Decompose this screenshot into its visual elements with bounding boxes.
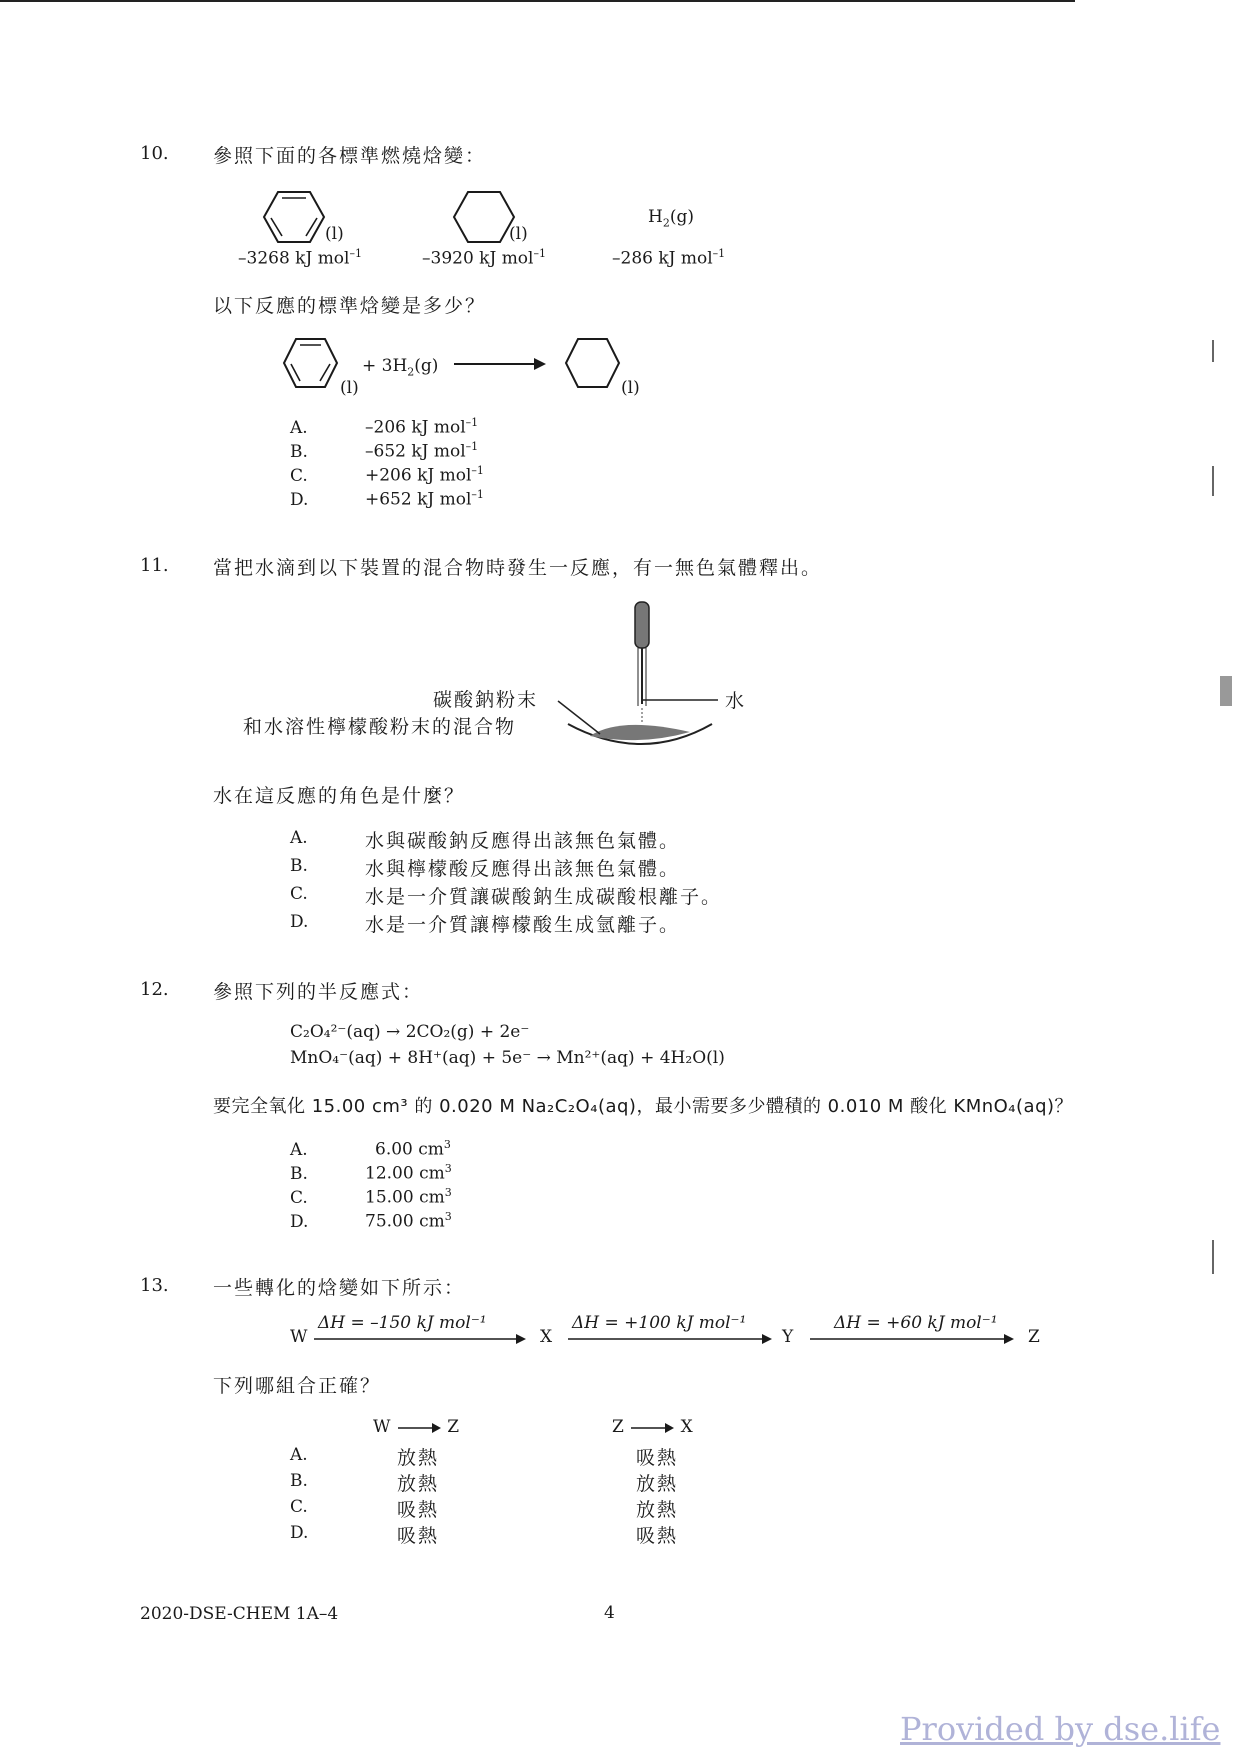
q10-prompt: 參照下面的各標準燃燒焓變： (213, 145, 487, 167)
row-c2: 吸熱 (636, 1525, 679, 1547)
page-number: 4 (604, 1603, 615, 1623)
col2-header: Z X (612, 1417, 693, 1437)
cyclohexane-state: (l) (509, 224, 528, 244)
species-y: Y (782, 1327, 794, 1347)
species-x: X (540, 1327, 553, 1347)
option-letter: C. (290, 1497, 308, 1517)
option-letter: B. (290, 442, 308, 462)
option-text: 水是一介質讓碳酸鈉生成碳酸根離子。 (365, 886, 723, 908)
arrow-y-z-icon (808, 1333, 1016, 1345)
benzene-icon (262, 188, 328, 248)
q11-prompt: 當把水滴到以下裝置的混合物時發生一反應，有一無色氣體釋出。 (213, 557, 823, 579)
option-value: –652 kJ mol$^{-1}$ (365, 440, 479, 462)
watermark: Provided by dse.life (900, 1710, 1221, 1748)
top-border (0, 0, 1075, 2)
row-c2: 放熱 (636, 1473, 679, 1495)
option-value: +206 kJ mol$^{-1}$ (365, 464, 484, 486)
paper-code: 2020-DSE-CHEM 1A–4 (140, 1604, 339, 1624)
scan-artifact (1212, 340, 1214, 362)
option-text: 水與檸檬酸反應得出該無色氣體。 (365, 858, 681, 880)
cyclohexane-product-icon (564, 336, 622, 390)
q10-question: 以下反應的標準焓變是多少？ (213, 295, 487, 317)
half-equation-oxalate: C₂O₄²⁻(aq) → 2CO₂(g) + 2e⁻ (290, 1022, 530, 1042)
benzene-dHc: –3268 kJ mol$^{-1}$ (238, 247, 362, 269)
arrow-icon (396, 1422, 442, 1434)
scan-artifact (1212, 1240, 1214, 1274)
option-letter: A. (290, 1140, 308, 1160)
dropper-apparatus-diagram (540, 596, 740, 758)
q10-number: 10. (140, 143, 169, 164)
option-letter: D. (290, 912, 309, 932)
q13-prompt: 一些轉化的焓變如下所示： (213, 1277, 466, 1299)
option-letter: B. (290, 1471, 308, 1491)
reactant-state: (l) (340, 378, 359, 398)
option-text: 水與碳酸鈉反應得出該無色氣體。 (365, 830, 681, 852)
hydrogen-formula: $H_2(g)$ (648, 207, 694, 230)
q13-number: 13. (140, 1275, 169, 1296)
row-c1: 放熱 (397, 1473, 440, 1495)
water-label: 水 (725, 690, 747, 712)
q12-prompt: 參照下列的半反應式： (213, 981, 424, 1003)
benzene-state: (l) (325, 224, 344, 244)
option-letter: A. (290, 1445, 308, 1465)
option-letter: A. (290, 828, 308, 848)
option-letter: D. (290, 1523, 309, 1543)
option-letter: C. (290, 466, 308, 486)
option-letter: C. (290, 884, 308, 904)
row-c2: 放熱 (636, 1499, 679, 1521)
benzene-reactant-icon (282, 336, 340, 390)
arrow-icon (629, 1422, 675, 1434)
half-equation-permanganate: MnO₄⁻(aq) + 8H⁺(aq) + 5e⁻ → Mn²⁺(aq) + 4H₂O(l) (290, 1048, 725, 1068)
arrow-x-y-icon (566, 1333, 774, 1345)
option-value: 75.00 $cm^3$ (365, 1210, 452, 1232)
scan-artifact (1212, 466, 1214, 496)
q11-question: 水在這反應的角色是什麼？ (213, 785, 466, 807)
row-c1: 放熱 (397, 1447, 440, 1469)
option-letter: A. (290, 418, 308, 438)
option-letter: D. (290, 490, 309, 510)
hydrogen-dHc: –286 kJ mol$^{-1}$ (612, 247, 726, 269)
q12-number: 12. (140, 979, 169, 1000)
option-value: –206 kJ mol$^{-1}$ (365, 416, 479, 438)
option-value: 6.00 $cm^3$ (375, 1138, 451, 1160)
q11-number: 11. (140, 555, 169, 576)
option-value: 15.00 $cm^3$ (365, 1186, 452, 1208)
species-z: Z (1028, 1327, 1040, 1347)
option-value: +652 kJ mol$^{-1}$ (365, 488, 484, 510)
mixture-label-line2: 和水溶性檸檬酸粉末的混合物 (243, 716, 517, 738)
scan-artifact (1220, 676, 1232, 706)
col1-header: W Z (373, 1417, 460, 1437)
row-c1: 吸熱 (397, 1499, 440, 1521)
product-state: (l) (621, 378, 640, 398)
option-letter: C. (290, 1188, 308, 1208)
option-letter: B. (290, 1164, 308, 1184)
dH-y-to-z: ΔH = +60 kJ mol⁻¹ (834, 1313, 998, 1333)
h2-reagent: + $3H_2(g)$ (362, 356, 439, 379)
row-c1: 吸熱 (397, 1525, 440, 1547)
dH-x-to-y: ΔH = +100 kJ mol⁻¹ (572, 1313, 747, 1333)
species-w: W (290, 1327, 308, 1347)
q12-question: 要完全氧化 15.00 cm³ 的 0.020 M Na₂C₂O₄(aq)，最小需要多少體積的 0.010 M 酸化 KMnO₄(aq)？ (213, 1096, 1074, 1117)
option-letter: D. (290, 1212, 309, 1232)
q13-question: 下列哪組合正確？ (213, 1375, 382, 1397)
reaction-arrow-icon (452, 356, 547, 372)
arrow-w-x-icon (312, 1333, 528, 1345)
dH-w-to-x: ΔH = –150 kJ mol⁻¹ (318, 1313, 487, 1333)
cyclohexane-dHc: –3920 kJ mol$^{-1}$ (422, 247, 546, 269)
option-text: 水是一介質讓檸檬酸生成氫離子。 (365, 914, 681, 936)
mixture-label-line1: 碳酸鈉粉末 (433, 689, 539, 711)
option-value: 12.00 $cm^3$ (365, 1162, 452, 1184)
row-c2: 吸熱 (636, 1447, 679, 1469)
option-letter: B. (290, 856, 308, 876)
